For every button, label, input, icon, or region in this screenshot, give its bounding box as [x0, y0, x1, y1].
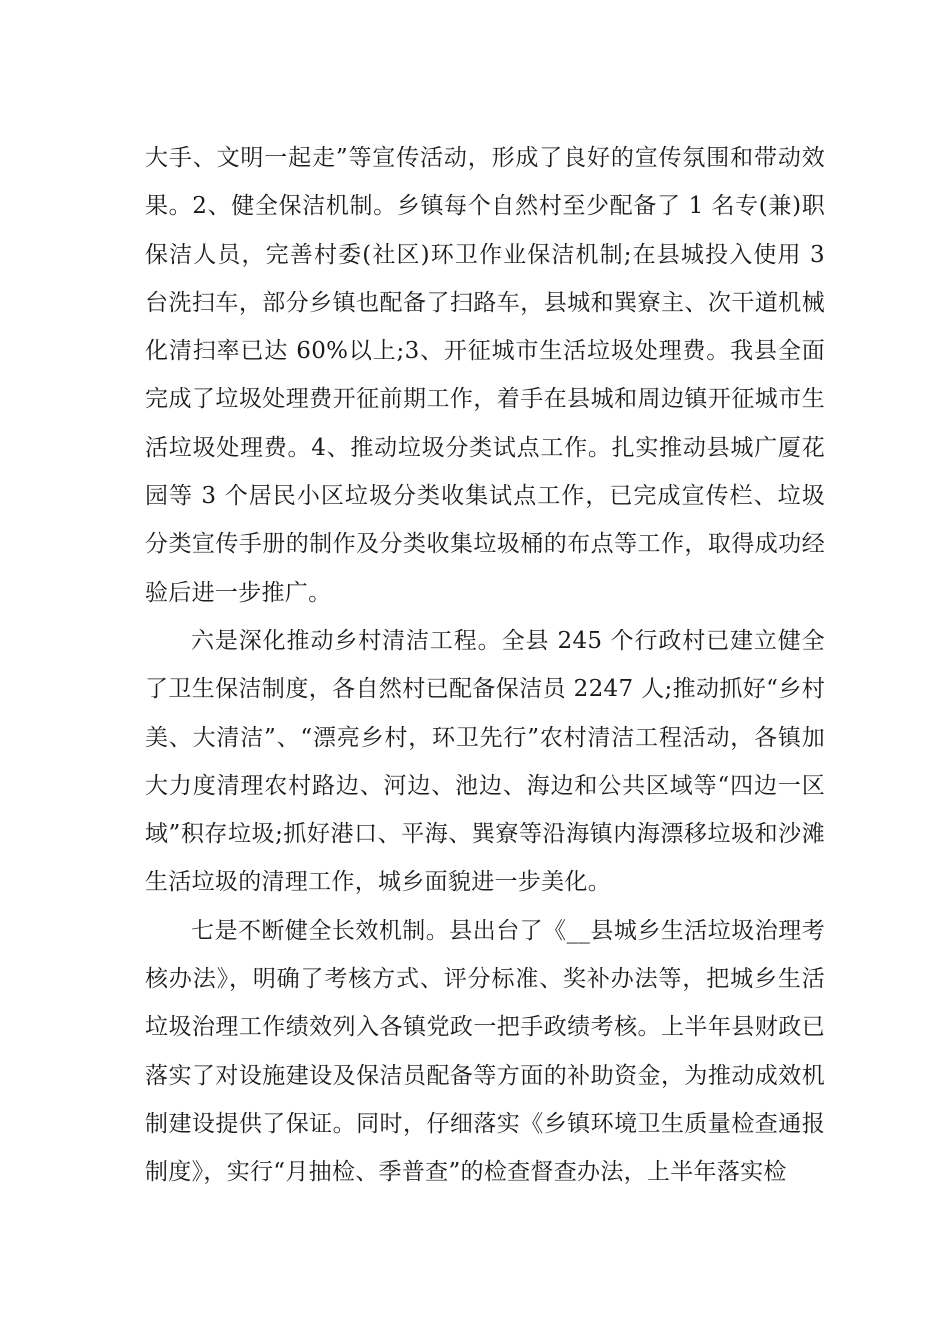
- paragraph-continuation: 大手、文明一起走”等宣传活动，形成了良好的宣传氛围和带动效果。2、健全保洁机制。乡镇每个自然村至少配备了 1 名专(兼)职保洁人员，完善村委(社区)环卫作业保洁机制;在县城投入使用 3 台洗扫车，部分乡镇也配备了扫路车，县城和巽寮主、次干道机械化清扫率已达 60%以上;3、开征城市生活垃圾处理费。我县全面完成了垃圾处理费开征前期工作，着手在县城和周边镇开征城市生活垃圾处理费。4、推动垃圾分类试点工作。扎实推动县城广厦花园等 3 个居民小区垃圾分类收集试点工作，已完成宣传栏、垃圾分类宣传手册的制作及分类收集垃圾桶的布点等工作，取得成功经验后进一步推广。: [145, 145, 825, 606]
- body-text: [145, 134, 825, 1197]
- paragraph-rural-cleaning: 六是深化推动乡村清洁工程。全县 245 个行政村已建立健全了卫生保洁制度，各自然村已配备保洁员 2247 人;推动抓好“乡村美、大清洁”、“漂亮乡村，环卫先行”农村清洁工程活动，各镇加大力度清理农村路边、河边、池边、海边和公共区域等“四边一区域”积存垃圾;抓好港口、平海、巽寮等沿海镇内海漂移垃圾和沙滩生活垃圾的清理工作，城乡面貌进一步美化。: [145, 627, 825, 896]
- paragraph-long-term-mechanism: 七是不断健全长效机制。县出台了《__县城乡生活垃圾治理考核办法》，明确了考核方式、评分标准、奖补办法等，把城乡生活垃圾治理工作绩效列入各镇党政一把手政绩考核。上半年县财政已落实了对设施建设及保洁员配备等方面的补助资金，为推动成效机制建设提供了保证。同时，仔细落实《乡镇环境卫生质量检查通报制度》，实行“月抽检、季普查”的检查督查办法，上半年落实检: [145, 917, 825, 1186]
